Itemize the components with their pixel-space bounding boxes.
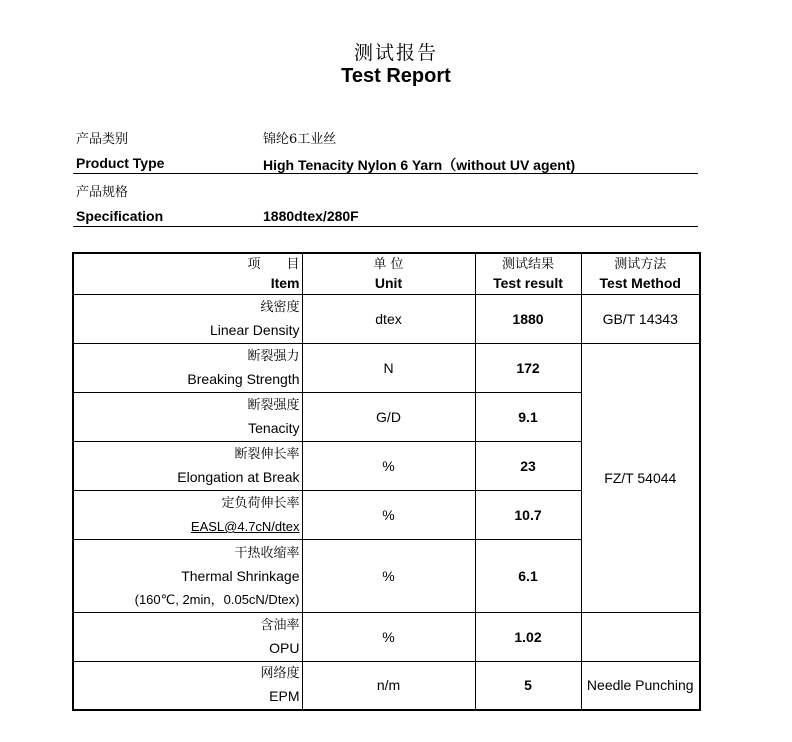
table-header-row bbox=[73, 253, 700, 295]
test-results-table bbox=[72, 252, 701, 711]
result-cell: 9.1 bbox=[475, 393, 581, 442]
header-item-cn: 项 目 bbox=[247, 257, 300, 272]
unit-cell: % bbox=[302, 540, 475, 613]
header-method-en: Test Method bbox=[599, 275, 681, 291]
item-cn: 断裂强力 bbox=[247, 349, 300, 364]
item-en: Elongation at Break bbox=[177, 469, 300, 485]
result-cell: 5 bbox=[475, 662, 581, 710]
header-method-cn: 测试方法 bbox=[614, 257, 667, 272]
table-row bbox=[73, 613, 700, 662]
method-cell bbox=[581, 613, 700, 662]
item-en: Breaking Strength bbox=[187, 371, 300, 387]
item-en: EPM bbox=[269, 688, 300, 705]
unit-cell: % bbox=[302, 613, 475, 662]
result-cell: 172 bbox=[475, 344, 581, 393]
method-cell: GB/T 14343 bbox=[581, 295, 700, 344]
unit-cell: dtex bbox=[302, 295, 475, 344]
header-unit bbox=[302, 253, 475, 295]
product-type-label-en: Product Type bbox=[76, 155, 165, 171]
item-cn: 断裂伸长率 bbox=[234, 447, 300, 462]
item-cn: 断裂强度 bbox=[247, 398, 300, 413]
row-item-linear-density bbox=[73, 295, 302, 344]
item-cn: 含油率 bbox=[260, 618, 300, 633]
item-note: (160℃, 2min，0.05cN/Dtex) bbox=[134, 591, 300, 607]
item-en: EASL@4.7cN/dtex bbox=[190, 519, 300, 534]
table-row bbox=[73, 344, 700, 393]
unit-cell: n/m bbox=[302, 662, 475, 710]
product-type-value-cn: 锦纶6工业丝 bbox=[263, 132, 337, 147]
item-en: OPU bbox=[269, 640, 300, 656]
item-en: Thermal Shrinkage bbox=[181, 567, 300, 584]
result-cell: 1.02 bbox=[475, 613, 581, 662]
row-item-opu bbox=[73, 613, 302, 662]
header-method bbox=[581, 253, 700, 295]
table-row bbox=[73, 662, 700, 710]
item-cn: 网络度 bbox=[260, 666, 300, 682]
spec-label-en: Specification bbox=[76, 208, 164, 224]
header-item-en: Item bbox=[270, 275, 300, 291]
header-unit-cn: 单 位 bbox=[373, 257, 404, 272]
report-title-cn: 测试报告 bbox=[353, 42, 438, 64]
unit-cell: % bbox=[302, 491, 475, 540]
product-type-rule bbox=[73, 173, 698, 174]
header-result bbox=[475, 253, 581, 295]
spec-value: 1880dtex/280F bbox=[263, 208, 359, 224]
row-item-elongation bbox=[73, 442, 302, 491]
report-title-en: Test Report bbox=[341, 65, 451, 87]
unit-cell: N bbox=[302, 344, 475, 393]
spec-label-cn: 产品规格 bbox=[76, 185, 129, 200]
header-unit-en: Unit bbox=[374, 275, 403, 291]
row-item-epm bbox=[73, 662, 302, 710]
spec-rule bbox=[73, 226, 698, 227]
row-item-breaking-strength bbox=[73, 344, 302, 393]
method-cell-merged: FZ/T 54044 bbox=[581, 344, 700, 613]
item-cn: 干热收缩率 bbox=[234, 545, 300, 561]
row-item-easl bbox=[73, 491, 302, 540]
row-item-thermal-shrinkage bbox=[73, 540, 302, 613]
method-cell: Needle Punching bbox=[581, 662, 700, 710]
result-cell: 6.1 bbox=[475, 540, 581, 613]
header-result-cn: 测试结果 bbox=[501, 257, 554, 272]
item-cn: 线密度 bbox=[260, 300, 300, 315]
header-item bbox=[73, 253, 302, 295]
product-type-label-cn: 产品类别 bbox=[76, 132, 129, 147]
result-cell: 10.7 bbox=[475, 491, 581, 540]
product-type-value-en: High Tenacity Nylon 6 Yarn（without UV agent) bbox=[263, 157, 576, 173]
item-en: Tenacity bbox=[248, 420, 300, 436]
item-cn: 定负荷伸长率 bbox=[221, 496, 300, 511]
result-cell: 23 bbox=[475, 442, 581, 491]
item-en: Linear Density bbox=[210, 322, 300, 338]
unit-cell: % bbox=[302, 442, 475, 491]
row-item-tenacity bbox=[73, 393, 302, 442]
table-row bbox=[73, 295, 700, 344]
result-cell: 1880 bbox=[475, 295, 581, 344]
header-result-en: Test result bbox=[493, 275, 563, 291]
unit-cell: G/D bbox=[302, 393, 475, 442]
